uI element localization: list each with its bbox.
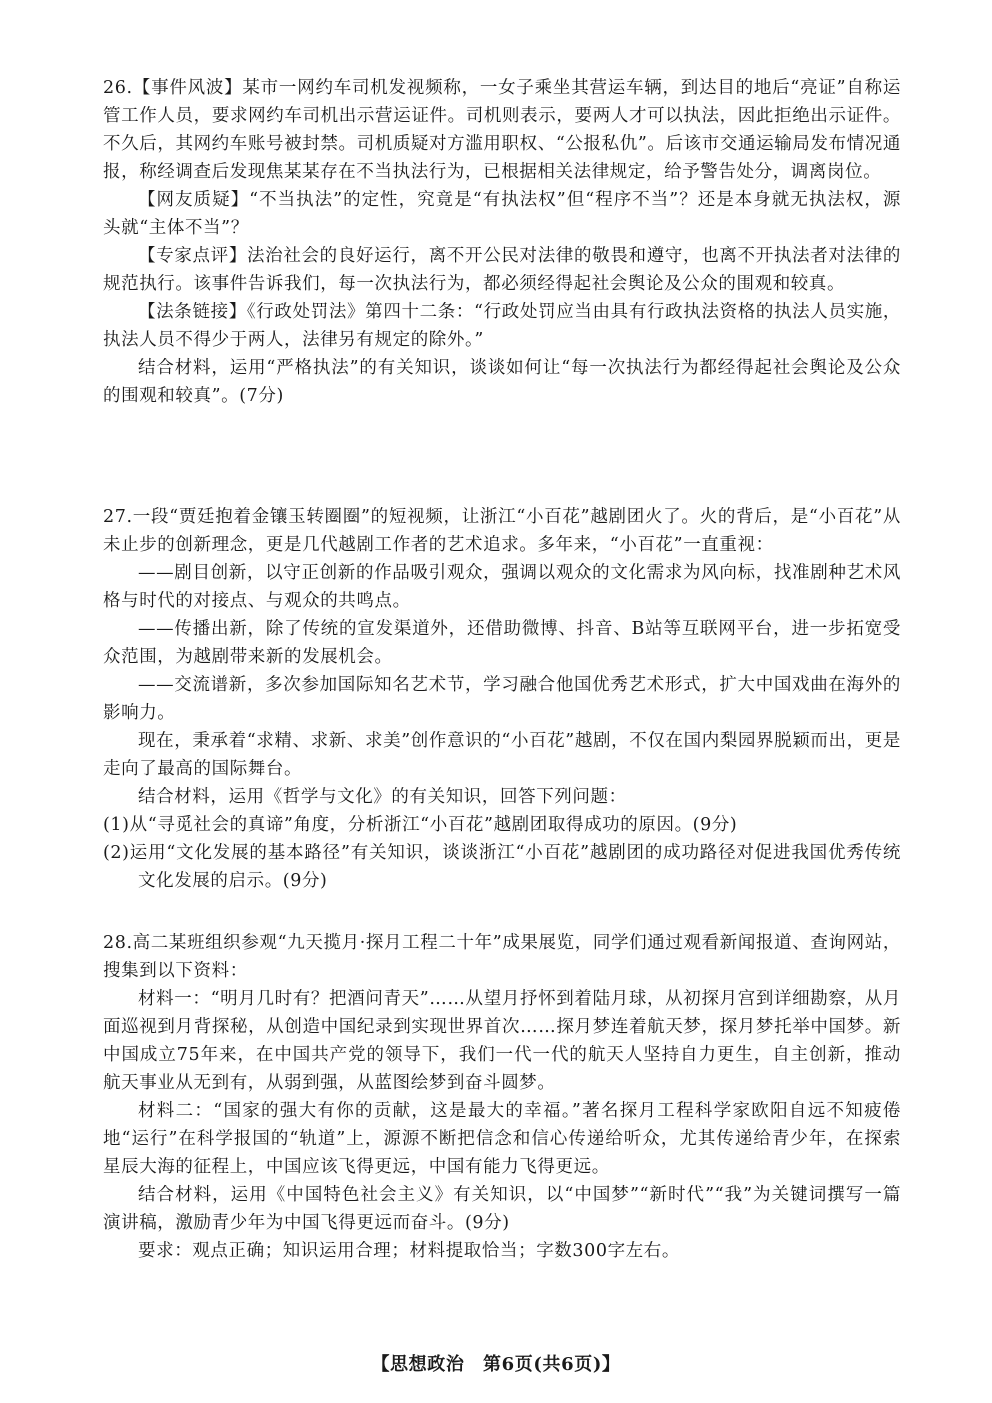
question-27 [103,503,901,895]
q28-material-1: 材料一：“明月几时有？把酒问青天”……从望月抒怀到着陆月球，从初探月宫到详细勘察，从月面巡视到月背探秘，从创造中国纪录到实现世界首次……探月梦连着航天梦，探月梦托举中国梦。新中国成立75年来，在中国共产党的领导下，我们一代一代的航天人坚持自力更生，自主创新，推动航天事业从无到有，从弱到强，从蓝图绘梦到奋斗圆梦。 [103,989,901,1093]
question-28 [103,929,901,1265]
q28-stem: 28.高二某班组织参观“九天揽月·探月工程二十年”成果展览，同学们通过观看新闻报道、查询网站，搜集到以下资料： [103,933,901,981]
q26-netizen-doubt: 【网友质疑】“不当执法”的定性，究竟是“有执法权”但“程序不当”？还是本身就无执法权，源头就“主体不当”？ [103,190,901,238]
q27-subquestion-1: (1)从“寻觅社会的真谛”角度，分析浙江“小百花”越剧团取得成功的原因。(9分) [103,815,738,835]
q27-now: 现在，秉承着“求精、求新、求美”创作意识的“小百花”越剧，不仅在国内梨园界脱颖而出，更是走向了最高的国际舞台。 [103,731,901,779]
page-footer: 【思想政治 第6页(共6页)】 [371,1354,621,1375]
q26-task: 结合材料，运用“严格执法”的有关知识，谈谈如何让“每一次执法行为都经得起社会舆论及公众的围观和较真”。(7分) [103,358,901,406]
q28-requirement: 要求：观点正确；知识运用合理；材料提取恰当；字数300字左右。 [138,1241,680,1261]
q27-task: 结合材料，运用《哲学与文化》的有关知识，回答下列问题： [138,787,627,807]
q27-point-exchange: ——交流谱新，多次参加国际知名艺术节，学习融合他国优秀艺术形式，扩大中国戏曲在海外的影响力。 [103,675,901,723]
q26-stem: 26.【事件风波】某市一网约车司机发视频称，一女子乘坐其营运车辆，到达目的地后“亮证”自称运管工作人员，要求网约车司机出示营运证件。司机则表示，要两人才可以执法，因此拒绝出示证件。不久后，其网约车账号被封禁。司机质疑对方滥用职权、“公报私仇”。后该市交通运输局发布情况通报，称经调查后发现焦某某存在不当执法行为，已根据相关法律规定，给予警告处分，调离岗位。 [103,78,901,182]
q26-law-link: 【法条链接】《行政处罚法》第四十二条：“行政处罚应当由具有行政执法资格的执法人员实施，执法人员不得少于两人，法律另有规定的除外。” [103,302,901,350]
q27-point-communication: ——传播出新，除了传统的宣发渠道外，还借助微博、抖音、B站等互联网平台，进一步拓宽受众范围，为越剧带来新的发展机会。 [103,619,901,667]
q26-expert-comment: 【专家点评】法治社会的良好运行，离不开公民对法律的敬畏和遵守，也离不开执法者对法律的规范执行。该事件告诉我们，每一次执法行为，都必须经得起社会舆论及公众的围观和较真。 [103,246,901,294]
q27-stem: 27.一段“贾廷抱着金镶玉转圈圈”的短视频，让浙江“小百花”越剧团火了。火的背后，是“小百花”从未止步的创新理念，更是几代越剧工作者的艺术追求。多年来，“小百花”一直重视： [103,507,901,555]
question-26 [103,74,901,410]
q28-material-2: 材料二：“国家的强大有你的贡献，这是最大的幸福。”著名探月工程科学家欧阳自远不知疲倦地“运行”在科学报国的“轨道”上，源源不断把信念和信心传递给听众，尤其传递给青少年，在探索星辰大海的征程上，中国应该飞得更远，中国有能力飞得更远。 [103,1101,901,1177]
q27-point-repertoire: ——剧目创新，以守正创新的作品吸引观众，强调以观众的文化需求为风向标，找准剧种艺术风格与时代的对接点、与观众的共鸣点。 [103,563,901,611]
q28-task: 结合材料，运用《中国特色社会主义》有关知识，以“中国梦”“新时代”“我”为关键词撰写一篇演讲稿，激励青少年为中国飞得更远而奋斗。(9分) [103,1185,901,1233]
q27-subquestion-2: (2)运用“文化发展的基本路径”有关知识，谈谈浙江“小百花”越剧团的成功路径对促进我国优秀传统文化发展的启示。(9分) [103,843,901,891]
